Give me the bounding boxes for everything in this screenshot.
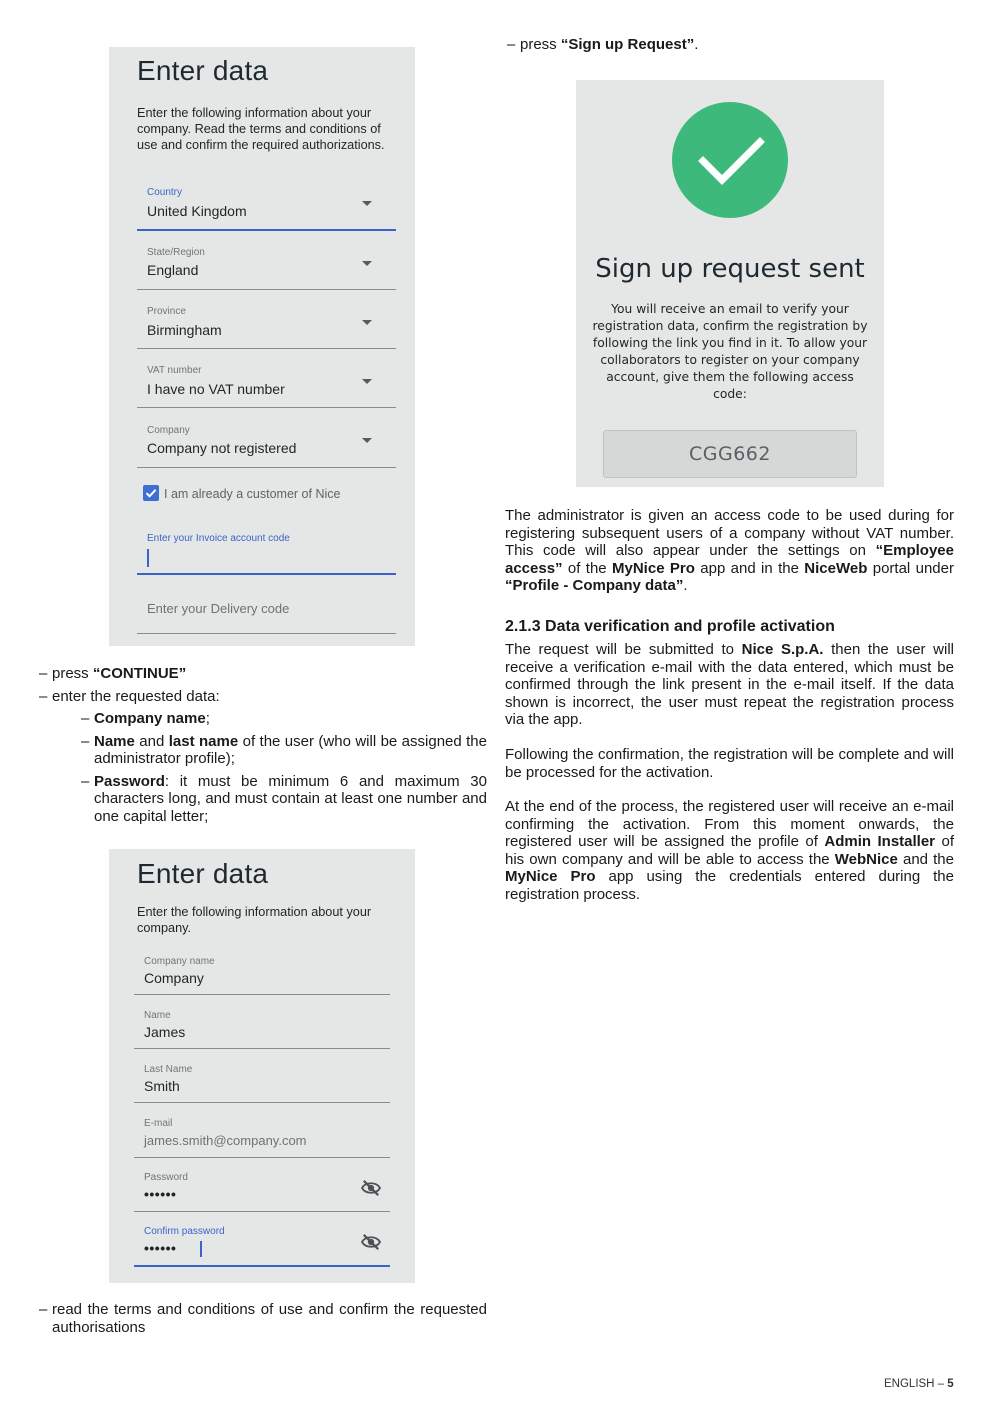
dropdown-arrow-icon — [362, 261, 372, 266]
field-label: Province — [147, 306, 186, 317]
email-input[interactable] — [134, 1099, 390, 1158]
text-cursor — [147, 549, 149, 567]
country-select[interactable] — [137, 171, 396, 231]
section-heading: 2.1.3 Data verification and profile activation — [505, 618, 835, 635]
instructions-list-2 — [39, 1301, 487, 1336]
page-number: 5 — [947, 1378, 954, 1390]
company-select[interactable] — [137, 409, 396, 468]
dropdown-arrow-icon — [362, 379, 372, 384]
list-item: – read the terms and conditions of use and confirm the requested authorisations — [39, 1301, 487, 1336]
list-item: – press “Sign up Request”. — [507, 36, 699, 53]
field-value: •••••• — [144, 1186, 177, 1202]
success-check-icon — [672, 102, 788, 218]
page-footer: ENGLISH – 5 — [884, 1378, 954, 1390]
field-value: Smith — [144, 1078, 180, 1094]
customer-checkbox[interactable] — [143, 485, 159, 501]
dropdown-arrow-icon — [362, 320, 372, 325]
field-value: •••••• — [144, 1240, 177, 1256]
list-item: – press “CONTINUE” — [39, 665, 187, 682]
enter-data-screen-1 — [109, 47, 415, 646]
field-label: Country — [147, 187, 183, 198]
field-value: Company — [144, 970, 204, 986]
last-name-input[interactable] — [134, 1044, 390, 1103]
screen-title: Enter data — [137, 858, 269, 889]
section-paragraph-3: At the end of the process, the registered user will receive an e-mail confirming the activation. From this moment onwards, the registered user will be assigned the profile of Admin Installer of his own company and will be able to access the WebNice and the MyNice Pro app using the credentials entered during the registration process. — [505, 798, 954, 903]
signup-sent-title: Sign up request sent — [595, 254, 865, 284]
field-label: Enter your Invoice account code — [147, 533, 290, 544]
signup-sent-message: You will receive an email to verify your registration data, confirm the registration by following the link you find in it. To allow your collaborators to register on your company account, give them the following access code: — [592, 302, 868, 401]
field-label: Confirm password — [144, 1226, 225, 1237]
field-label: E-mail — [144, 1118, 173, 1129]
field-placeholder: Enter your Delivery code — [147, 601, 290, 616]
field-label: Password — [144, 1172, 188, 1183]
field-value: England — [147, 262, 199, 278]
screen-title: Enter data — [137, 55, 269, 86]
list-item: – Company name; — [81, 710, 210, 727]
field-value: I have no VAT number — [147, 381, 285, 397]
screen-description: Enter the following information about your company. Read the terms and conditions of use and confirm the required authorizations. — [137, 106, 385, 152]
admin-access-paragraph: The administrator is given an access code to be used during for registering subsequent users of a company without VAT number. This code will also appear under the settings on “Employee access” of the MyNice Pro app and in the NiceWeb portal under “Profile - Company data”. — [505, 507, 954, 594]
access-code-box: CGG662 — [603, 430, 857, 478]
enter-data-screen-2 — [109, 849, 415, 1283]
instructions-list-1 — [39, 665, 487, 825]
checkmark-icon — [143, 485, 159, 501]
field-label: Name — [144, 1010, 171, 1021]
field-label: Company name — [144, 956, 215, 967]
field-label: Company — [147, 425, 190, 436]
dropdown-arrow-icon — [362, 201, 372, 206]
field-value: United Kingdom — [147, 203, 247, 219]
list-item: – Password: it must be minimum 6 and maximum 30 characters long, and must contain at least one number and one capital letter; — [81, 772, 487, 825]
password-input[interactable] — [134, 1153, 390, 1212]
customer-checkbox-label: I am already a customer of Nice — [164, 487, 341, 501]
dropdown-arrow-icon — [362, 438, 372, 443]
field-label: VAT number — [147, 365, 202, 376]
visibility-off-icon[interactable] — [360, 1179, 382, 1197]
state-region-select[interactable] — [137, 231, 396, 290]
field-value: James — [144, 1024, 186, 1040]
field-value: Company not registered — [147, 440, 297, 456]
list-item: – Name and last name of the user (who will be assigned the administrator profile); — [81, 732, 487, 767]
invoice-code-input[interactable] — [137, 515, 396, 575]
signup-instruction — [507, 36, 956, 54]
field-value: james.smith@company.com — [144, 1133, 307, 1148]
screen-description: Enter the following information about your company. — [137, 905, 372, 935]
section-paragraph-1: The request will be submitted to Nice S.p.A. then the user will receive a verification e-mail with the data entered, which must be confirmed through the link present in the e-mail itself. If the data shown is incorrect, the user must repeat the registration process via the app. — [505, 641, 954, 728]
list-item: – enter the requested data: — [39, 687, 220, 705]
section-paragraph-2: Following the confirmation, the registration will be complete and will be processed for the activation. — [505, 746, 954, 781]
field-label: State/Region — [147, 247, 205, 258]
province-select[interactable] — [137, 290, 396, 349]
visibility-off-icon[interactable] — [360, 1233, 382, 1251]
field-value: Birmingham — [147, 322, 222, 338]
field-label: Last Name — [144, 1064, 193, 1075]
vat-number-select[interactable] — [137, 349, 396, 408]
signup-sent-screen — [576, 80, 884, 487]
confirm-password-input[interactable] — [134, 1207, 390, 1267]
text-cursor — [200, 1241, 202, 1257]
name-input[interactable] — [134, 990, 390, 1049]
delivery-code-input[interactable] — [137, 575, 396, 634]
company-name-input[interactable] — [134, 936, 390, 995]
